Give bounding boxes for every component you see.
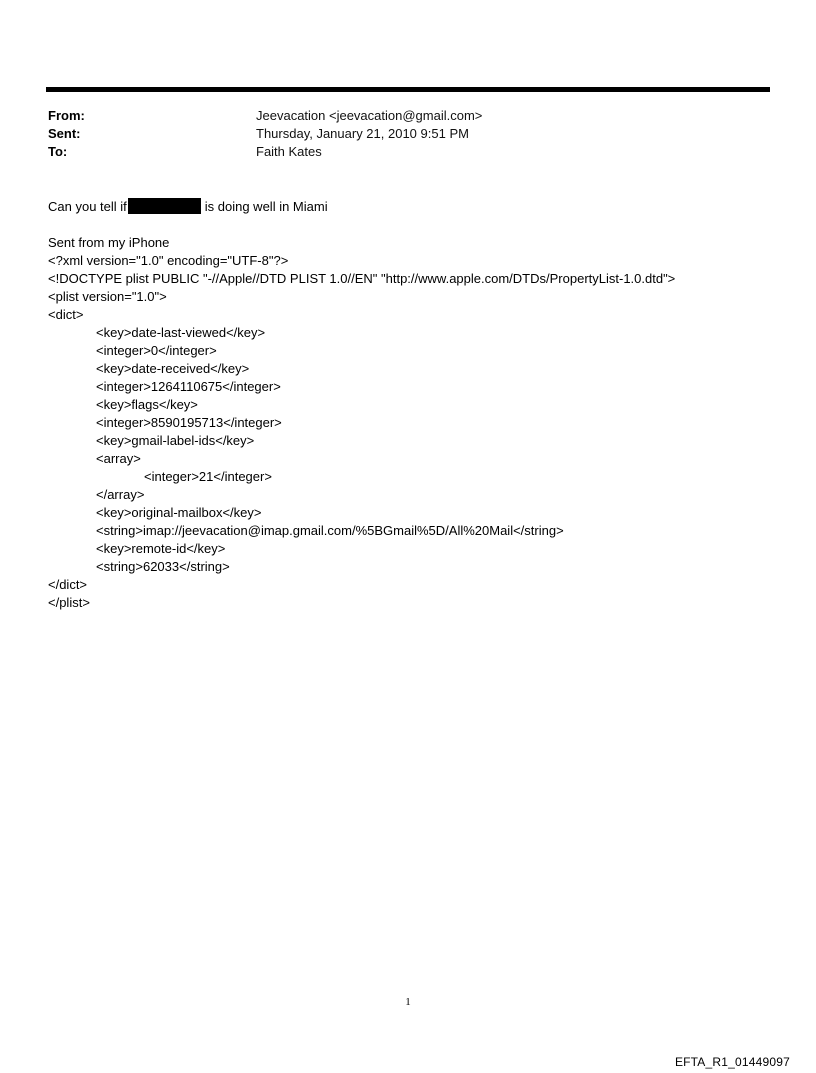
redaction-box bbox=[128, 198, 201, 214]
plist-line: </plist> bbox=[48, 595, 90, 610]
plist-line: <string>62033</string> bbox=[96, 559, 230, 574]
plist-line: </dict> bbox=[48, 577, 88, 592]
plist-line: <dict> bbox=[48, 307, 84, 322]
plist-line: <integer>21</integer> bbox=[144, 469, 272, 484]
plist-line: <integer>0</integer> bbox=[96, 343, 217, 358]
message-text-after: is doing well in Miami bbox=[204, 199, 328, 214]
plist-line: <!DOCTYPE plist PUBLIC "-//Apple//DTD PLIST 1.0//EN" "http://www.apple.com/DTDs/PropertyList-1.0.dtd"> bbox=[48, 271, 676, 286]
plist-line: <?xml version="1.0" encoding="UTF-8"?> bbox=[48, 253, 289, 268]
from-label: From: bbox=[48, 108, 85, 123]
sent-value: Thursday, January 21, 2010 9:51 PM bbox=[256, 126, 469, 141]
sent-label: Sent: bbox=[48, 126, 81, 141]
plist-line: <key>date-received</key> bbox=[96, 361, 250, 376]
header-rule bbox=[46, 87, 770, 92]
to-label: To: bbox=[48, 144, 68, 159]
from-value: Jeevacation <jeevacation@gmail.com> bbox=[256, 108, 483, 123]
plist-line: <integer>1264110675</integer> bbox=[96, 379, 281, 394]
plist-line: </array> bbox=[96, 487, 145, 502]
plist-line: <array> bbox=[96, 451, 141, 466]
bates-number: EFTA_R1_01449097 bbox=[674, 1055, 790, 1069]
to-value: Faith Kates bbox=[256, 144, 322, 159]
message-text-before: Can you tell if bbox=[48, 199, 127, 214]
message-line bbox=[48, 198, 328, 216]
plist-line: <key>flags</key> bbox=[96, 397, 198, 412]
plist-line: <key>remote-id</key> bbox=[96, 541, 226, 556]
plist-line: <string>imap://jeevacation@imap.gmail.com/%5BGmail%5D/All%20Mail</string> bbox=[96, 523, 564, 538]
signature-line: Sent from my iPhone bbox=[48, 235, 170, 250]
plist-line: <key>original-mailbox</key> bbox=[96, 505, 262, 520]
page-number: 1 bbox=[405, 996, 411, 1008]
plist-line: <plist version="1.0"> bbox=[48, 289, 167, 304]
plist-line: <integer>8590195713</integer> bbox=[96, 415, 282, 430]
plist-line: <key>gmail-label-ids</key> bbox=[96, 433, 255, 448]
plist-line: <key>date-last-viewed</key> bbox=[96, 325, 266, 340]
